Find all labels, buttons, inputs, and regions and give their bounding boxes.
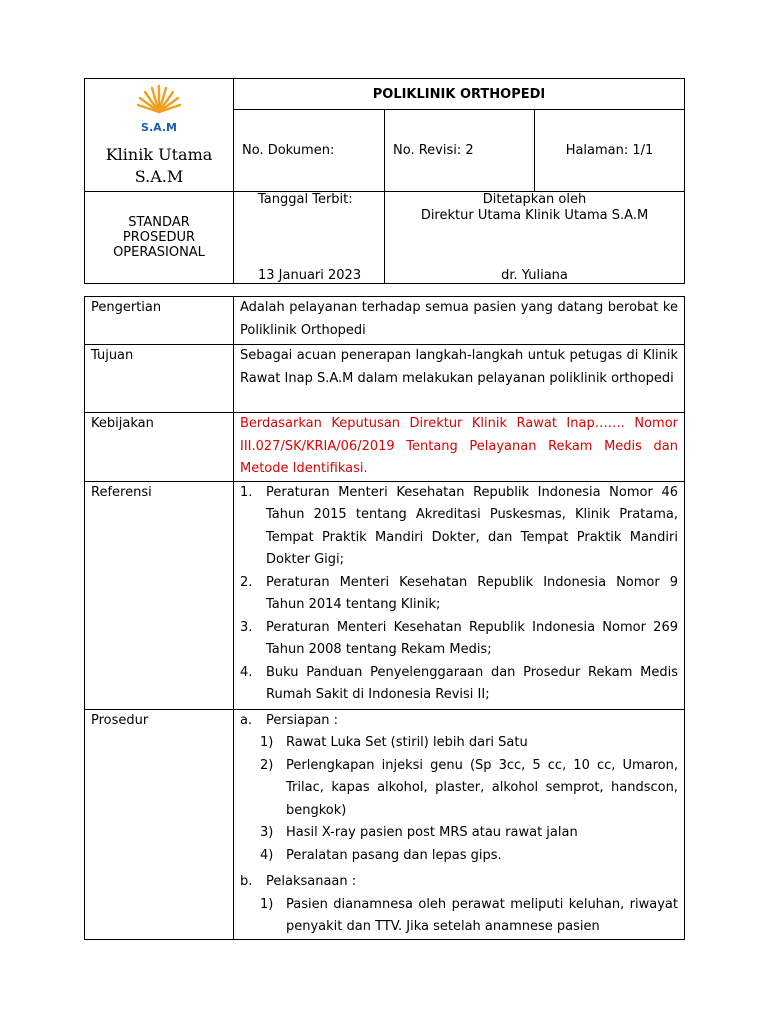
sop-content-table [84, 296, 685, 940]
kebijakan-text: Berdasarkan Keputusan Direktur Klinik Rawat Inap……. Nomor III.027/SK/KRIA/06/2019 Tentang Pelayanan Rekam Medis dan Metode Identifikasi. [234, 413, 685, 482]
page-number: Halaman: 1/1 [535, 110, 685, 192]
sop-title: STANDAR PROSEDUR OPERASIONAL [85, 192, 234, 284]
prosedur-step-a: a. Persiapan : [240, 712, 339, 728]
pengertian-text: Adalah pelayanan terhadap semua pasien yang datang berobat ke Poliklinik Orthopedi [234, 297, 685, 345]
issue-date-cell [234, 192, 385, 284]
clinic-name: Klinik Utama S.A.M [105, 145, 213, 186]
signatory-name: dr. Yuliana [501, 268, 568, 283]
list-item: 3. Peraturan Menteri Kesehatan Republik Indonesia Nomor 269 Tahun 2008 tentang Rekam Medis; [240, 619, 678, 657]
clinic-logo-cell [85, 79, 234, 192]
prosedur-label: Prosedur [85, 709, 234, 939]
list-item: 1) Rawat Luka Set (stiril) lebih dari Satu [260, 735, 528, 750]
list-item: 4) Peralatan pasang dan lepas gips. [260, 847, 502, 863]
kebijakan-label: Kebijakan [85, 413, 234, 482]
list-item: 1) Pasien dianamnesa oleh perawat meliputi keluhan, riwayat penyakit dan TTV. Jika setelah anamnese pasien [260, 896, 678, 934]
issue-date-label: Tanggal Terbit: [258, 192, 353, 207]
list-item: 4. Buku Panduan Penyelenggaraan dan Prosedur Rekam Medis Rumah Sakit di Indonesia Revisi II; [240, 664, 678, 702]
referensi-label: Referensi [85, 481, 234, 709]
approval-cell [385, 192, 685, 284]
sop-header-table [84, 78, 685, 284]
sun-logo-icon [135, 82, 183, 136]
pengertian-label: Pengertian [85, 297, 234, 345]
referensi-list [234, 481, 685, 709]
document-number: No. Dokumen: [234, 110, 385, 192]
list-item: 1. Peraturan Menteri Kesehatan Republik Indonesia Nomor 46 Tahun 2015 tentang Akreditasi Puskesmas, Klinik Pratama, Tempat Praktik Mandiri Dokter, dan Tempat Praktik Mandiri Dokter Gigi; [240, 484, 678, 567]
list-item: 2) Perlengkapan injeksi genu (Sp 3cc, 5 cc, 10 cc, Umaron, Trilac, kapas alkohol, plaster, alkohol semprot, handscon, bengkok) [260, 757, 678, 818]
approval-text: Ditetapkan oleh Direktur Utama Klinik Utama S.A.M [420, 192, 649, 223]
list-item: 2. Peraturan Menteri Kesehatan Republik Indonesia Nomor 9 Tahun 2014 tentang Klinik; [240, 574, 678, 612]
issue-date-value: 13 Januari 2023 [258, 268, 362, 283]
prosedur-step-b: b. Pelaksanaan : [240, 874, 357, 889]
prosedur-content [234, 709, 685, 939]
logo-text: S.A.M [141, 121, 177, 134]
revision-number: No. Revisi: 2 [385, 110, 535, 192]
document-title: POLIKLINIK ORTHOPEDI [234, 79, 685, 110]
tujuan-label: Tujuan [85, 345, 234, 413]
tujuan-text: Sebagai acuan penerapan langkah-langkah untuk petugas di Klinik Rawat Inap S.A.M dalam melakukan pelayanan poliklinik orthopedi [234, 345, 685, 413]
list-item: 3) Hasil X-ray pasien post MRS atau rawat jalan [260, 825, 578, 840]
